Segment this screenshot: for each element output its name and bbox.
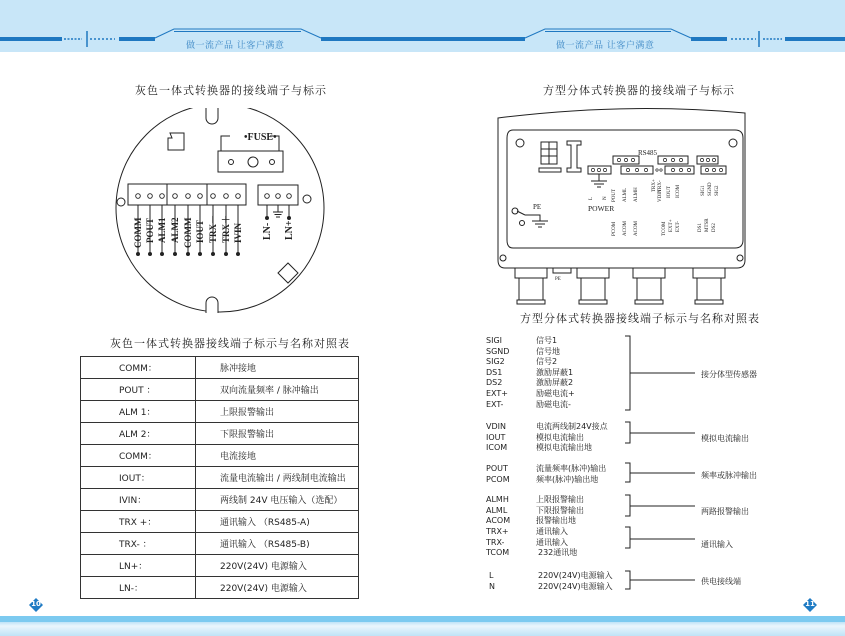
terminal-label: POUT [145, 217, 155, 243]
terminal-code: L [489, 571, 494, 580]
terminal-desc: 励磁电流- [536, 399, 571, 409]
terminal-desc: 信号地 [536, 346, 560, 356]
table-row [81, 401, 359, 423]
terminal-desc: 220V(24V) 电源输入 [196, 577, 359, 599]
terminal-label: IOUT [667, 186, 672, 198]
terminal-desc: 下限报警输出 [196, 423, 359, 445]
terminal-label: IOUT [195, 219, 205, 243]
page-number-left [29, 598, 43, 612]
terminal-desc: 激励屏蔽1 [536, 367, 574, 377]
power-label: POWER [588, 204, 615, 213]
page-footer-band [0, 616, 845, 636]
terminal-desc: 下限报警输出 [536, 505, 584, 515]
table-row [81, 423, 359, 445]
terminal-label: ACOM [634, 220, 639, 236]
page-number-text: 10 [31, 600, 41, 608]
terminal-code: PCOM [486, 474, 510, 484]
power-terminal-label: LN+ [284, 220, 295, 240]
page-header [0, 0, 845, 52]
terminal-desc: 通讯输入 （RS485-A) [196, 511, 359, 533]
terminal-desc: 信号2 [536, 357, 558, 367]
terminal-code: DS2 [486, 378, 503, 388]
terminal-label: ALM1 [157, 217, 167, 243]
terminal-code: LN+： [81, 555, 196, 577]
terminal-code: SIG2 [486, 357, 505, 367]
terminal-code: ALML [486, 505, 508, 515]
rs485-label: RS485 [638, 149, 658, 157]
table-row [81, 577, 359, 599]
terminal-label: COMM [133, 217, 143, 248]
pe-small-label: PE [555, 277, 561, 282]
square-converter-wiring-diagram [495, 108, 757, 306]
header-decoration [0, 0, 845, 52]
terminal-code: TRX +： [81, 511, 196, 533]
table-row [81, 533, 359, 555]
right-diagram-title: 方型分体式转换器的接线端子与标示 [543, 84, 735, 97]
terminal-code: ALMH [486, 495, 509, 504]
terminal-label: IVIN [233, 222, 243, 243]
terminal-code: POUT [486, 464, 508, 473]
terminal-code: LN-： [81, 577, 196, 599]
group-label: 两路报警输出 [701, 507, 749, 516]
terminal-desc: 流量电流输出 / 两线制电流输出 [196, 467, 359, 489]
terminal-code: SGND [486, 346, 510, 356]
left-diagram-title: 灰色一体式转换器的接线端子与标示 [135, 84, 327, 97]
terminal-code: COMM： [81, 445, 196, 467]
terminal-label: DS1 [698, 223, 703, 232]
terminal-label: MTSR [705, 218, 710, 232]
table-row [81, 555, 359, 577]
terminal-desc: 电流两线制24V接点 [536, 422, 608, 431]
group-label: 通讯输入 [701, 540, 733, 549]
terminal-desc: 流量频率(脉冲)输出 [536, 464, 607, 473]
terminal-desc: 232通讯地 [538, 548, 578, 558]
terminal-desc: 模拟电流输出地 [536, 443, 592, 453]
table-row [81, 445, 359, 467]
left-terminal-table [80, 356, 359, 599]
terminal-code: COMM： [81, 357, 196, 379]
table-row [81, 357, 359, 379]
terminal-desc: 220V(24V)电源输入 [538, 571, 613, 580]
terminal-desc: 信号1 [536, 336, 558, 345]
terminal-label: VDIN [658, 189, 663, 202]
terminal-desc: 通讯输入 [536, 527, 568, 536]
terminal-code: IOUT [486, 432, 506, 442]
right-table-title: 方型分体式转换器接线端子标示与名称对照表 [520, 312, 760, 325]
slogan-right: 做一流产品 让客户满意 [556, 41, 655, 51]
terminal-code: ACOM [486, 516, 511, 526]
terminal-label: EXT- [676, 221, 681, 232]
terminal-desc: 频率(脉冲)输出地 [536, 474, 599, 484]
terminal-code: ALM 1： [81, 401, 196, 423]
terminal-label: TRX- [658, 180, 663, 192]
table-row [81, 379, 359, 401]
terminal-code: ICOM [486, 443, 508, 453]
group-label: 模拟电流输出 [701, 434, 749, 443]
round-converter-wiring-diagram [110, 108, 335, 313]
terminal-desc: 上限报警输出 [536, 495, 584, 504]
terminal-desc: 模拟电流输出 [536, 432, 584, 442]
terminal-desc: 通讯输入 （RS485-B) [196, 533, 359, 555]
group-label: 接分体型传感器 [701, 370, 757, 379]
terminal-desc: 通讯输入 [536, 537, 568, 547]
page-number-right [803, 598, 817, 612]
terminal-code: IVIN： [81, 489, 196, 511]
terminal-label: TRX+ [652, 179, 657, 192]
terminal-code: TCOM [486, 548, 510, 558]
terminal-code: EXT- [486, 399, 504, 409]
terminal-desc: 脉冲接地 [196, 357, 359, 379]
terminal-desc: 电流接地 [196, 445, 359, 467]
terminal-code: N [489, 581, 495, 591]
terminal-code: IOUT： [81, 467, 196, 489]
terminal-desc: 上限报警输出 [196, 401, 359, 423]
terminal-code: DS1 [486, 367, 503, 377]
terminal-label: ICOM [676, 184, 681, 198]
terminal-code: TRX- ： [81, 533, 196, 555]
terminal-desc: 报警输出地 [536, 516, 576, 526]
terminal-label: ACOM [623, 220, 628, 236]
terminal-label: TRX－ [208, 214, 218, 243]
terminal-label: ALM2 [170, 217, 180, 243]
terminal-label: SGND [708, 182, 713, 196]
group-label: 频率或脉冲输出 [701, 471, 757, 480]
power-terminal-label: LN- [262, 222, 273, 240]
terminal-label: TCOM [662, 221, 667, 236]
left-table-title: 灰色一体式转换器接线端子标示与名称对照表 [110, 337, 350, 350]
terminal-label: SIG1 [701, 185, 706, 196]
terminal-label: EXT+ [669, 219, 674, 232]
table-row [81, 489, 359, 511]
page-number-text: 11 [805, 600, 815, 608]
terminal-label: ALMH [634, 187, 639, 202]
terminal-label: N [603, 196, 608, 200]
terminal-label: L [589, 196, 594, 200]
terminal-desc: 双向流量频率 / 脉冲输出 [196, 379, 359, 401]
pe-label: PE [533, 203, 542, 211]
terminal-label: ALML [623, 187, 628, 202]
terminal-desc: 激励屏蔽2 [536, 378, 574, 388]
terminal-code: VDIN [486, 422, 506, 431]
group-label: 供电接线端 [701, 577, 741, 586]
terminal-code: POUT ： [81, 379, 196, 401]
terminal-code: EXT+ [486, 388, 508, 398]
terminal-label: PCOM [612, 221, 617, 236]
terminal-label: COMM [183, 217, 193, 248]
grouping-brackets [620, 330, 700, 595]
table-row [81, 467, 359, 489]
table-row [81, 511, 359, 533]
terminal-label: SIG2 [715, 185, 720, 196]
terminal-label: TRX＋ [221, 214, 231, 243]
terminal-label: POUT [612, 188, 617, 202]
slogan-left: 做一流产品 让客户满意 [186, 41, 285, 51]
terminal-code: ALM 2： [81, 423, 196, 445]
terminal-code: SIGI [486, 336, 502, 345]
terminal-code: TRX- [486, 537, 505, 547]
fuse-label: •FUSE• [244, 132, 277, 143]
terminal-label: DS2 [712, 223, 717, 232]
terminal-desc: 220V(24V) 电源输入 [196, 555, 359, 577]
terminal-desc: 两线制 24V 电压输入（选配） [196, 489, 359, 511]
terminal-desc: 220V(24V)电源输入 [538, 581, 613, 591]
terminal-code: TRX+ [486, 527, 509, 536]
terminal-desc: 励磁电流+ [536, 388, 575, 398]
